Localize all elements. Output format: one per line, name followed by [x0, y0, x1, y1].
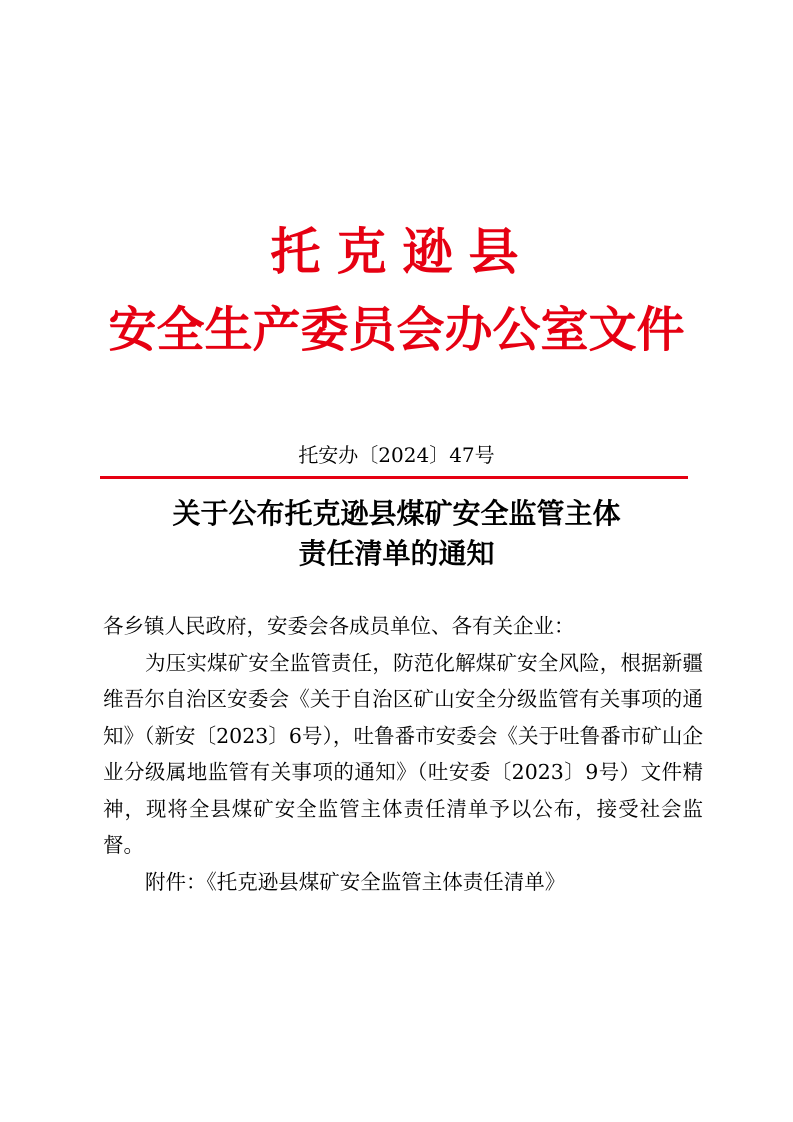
salutation: 各乡镇人民政府，安委会各成员单位、各有关企业：: [103, 614, 575, 638]
body-paragraph: 为压实煤矿安全监管责任，防范化解煤矿安全风险，根据新疆维吾尔自治区安委会《关于自治区矿山安全分级监管有关事项的通知》（新安〔2023〕6号），吐鲁番市安委会《关于吐鲁番市矿山企业分级属地监管有关事项的通知》（吐安委〔2023〕9号）文件精神，现将全县煤矿安全监管主体责任清单予以公布，接受社会监督。: [103, 650, 703, 857]
document-number: 托安办〔2024〕47号: [298, 443, 495, 467]
issuer-name: 托克逊县: [270, 222, 535, 281]
attachment-line: 附件：《托克逊县煤矿安全监管主体责任清单》: [145, 869, 566, 894]
issuer-office-heading: 安全生产委员会办公室文件: [108, 302, 685, 358]
red-divider-line: [100, 476, 688, 479]
title-line-1: 关于公布托克逊县煤矿安全监管主体: [172, 497, 621, 530]
document-body: [103, 608, 703, 900]
title-line-2: 责任清单的通知: [298, 537, 495, 570]
document-title: [0, 494, 793, 574]
